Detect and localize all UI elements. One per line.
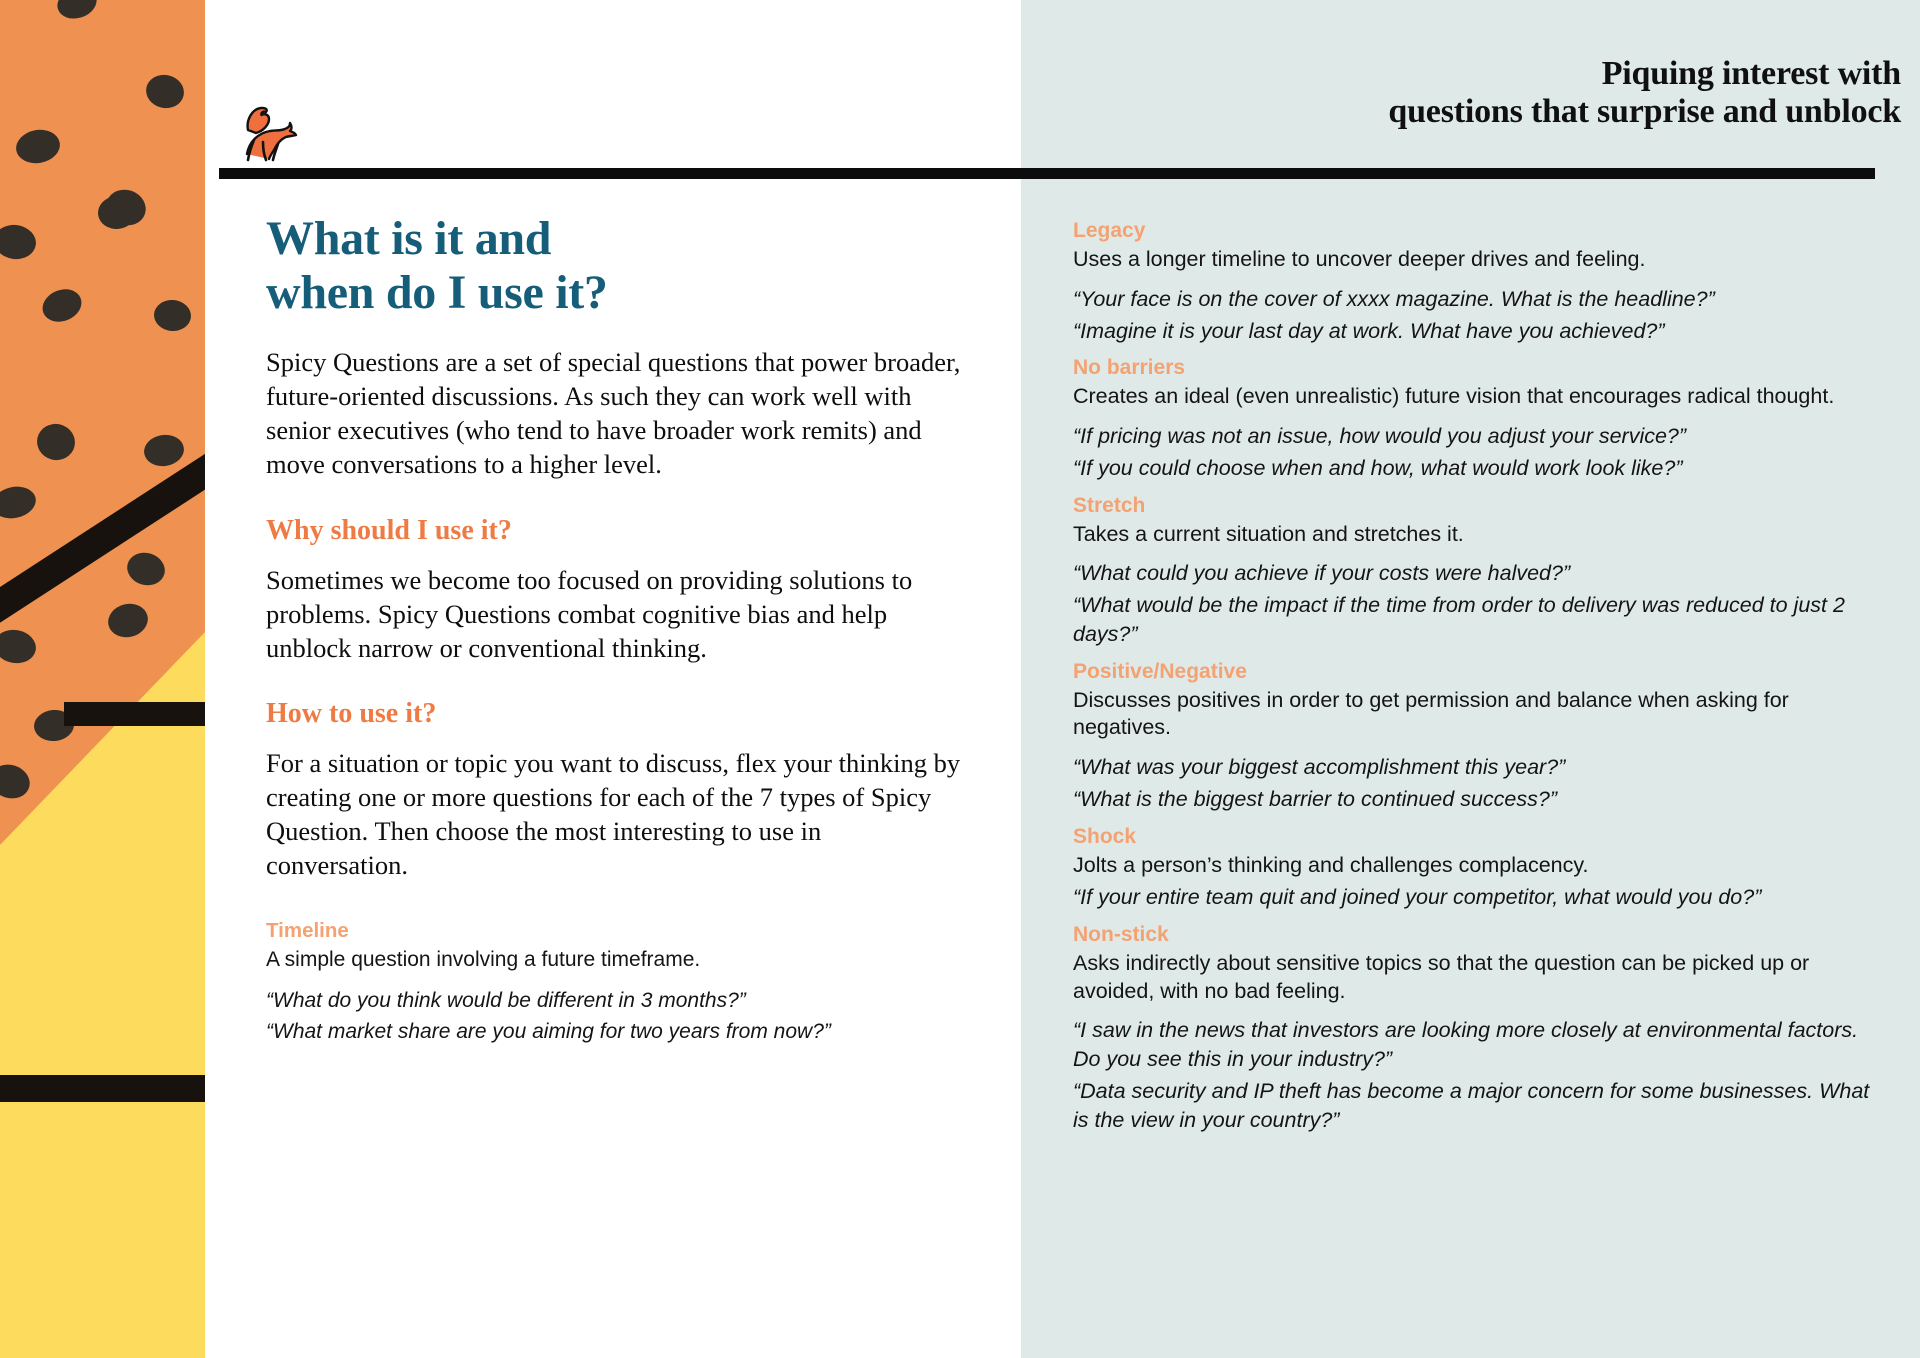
category-block-positive-negative [1073, 659, 1878, 814]
intro-paragraph: Spicy Questions are a set of special questions that power broader, future-oriented discussions. As such they can work well with senior executives (who tend to have broader work remits) and move conversations to a higher level. [266, 347, 961, 480]
category-title: Stretch [1073, 493, 1146, 517]
decorative-sidebar [0, 0, 205, 1358]
category-description: Uses a longer timeline to uncover deeper drives and feeling. [1073, 247, 1646, 272]
category-description: Jolts a person’s thinking and challenges complacency. [1073, 852, 1589, 877]
how-paragraph: For a situation or topic you want to discuss, flex your thinking by creating one or more questions for each of the 7 types of Spicy Question. Then choose the most interesting to use in conversation. [266, 748, 961, 880]
category-title: No barriers [1073, 356, 1186, 380]
category-question: “I saw in the news that investors are looking more closely at environmental factors. Do you see this in your industry?” [1073, 1018, 1859, 1072]
category-question: “Data security and IP theft has become a major concern for some businesses. What is the view in your country?” [1073, 1078, 1870, 1132]
category-description: Discusses positives in order to get permission and balance when asking for negatives. [1073, 687, 1789, 740]
category-question: “Imagine it is your last day at work. What have you achieved?” [1073, 318, 1665, 343]
page-title-line-2: when do I use it? [266, 266, 608, 320]
category-title: Timeline [266, 918, 349, 942]
category-description: Creates an ideal (even unrealistic) future vision that encourages radical thought. [1073, 384, 1835, 409]
category-question: “What would be the impact if the time from order to delivery was reduced to just 2 days?” [1073, 593, 1845, 646]
category-question: “What market share are you aiming for two years from now?” [266, 1020, 831, 1044]
header-divider-rule [219, 168, 1875, 179]
category-title: Shock [1073, 824, 1137, 848]
category-title: Non-stick [1073, 923, 1169, 946]
category-block-shock [1073, 824, 1878, 913]
category-question: “If you could choose when and how, what would work look like?” [1073, 455, 1683, 480]
category-block-no-barriers [1073, 355, 1878, 482]
page-header [1021, 55, 1901, 131]
category-block-non-stick [1073, 922, 1878, 1134]
category-block-timeline [266, 919, 966, 1047]
category-description: Asks indirectly about sensitive topics so that the question can be picked up or avoided, with no bad feeling. [1073, 951, 1810, 1003]
how-heading: How to use it? [266, 698, 437, 730]
category-question: “What do you think would be different in 3 months?” [266, 989, 746, 1013]
category-question: “What is the biggest barrier to continued success?” [1073, 786, 1557, 811]
decorative-stripe-upper [64, 702, 205, 726]
why-paragraph: Sometimes we become too focused on providing solutions to problems. Spicy Questions combat cognitive bias and help unblock narrow or conventional thinking. [266, 564, 913, 663]
fox-logo [232, 100, 308, 162]
left-content-column [266, 212, 966, 1049]
page-title-line-1: What is it and [266, 212, 552, 265]
category-description: Takes a current situation and stretches it. [1073, 521, 1464, 546]
category-question: “What was your biggest accomplishment this year?” [1073, 754, 1566, 779]
category-description: A simple question involving a future timeframe. [266, 948, 701, 972]
category-block-stretch [1073, 493, 1878, 649]
category-title: Positive/Negative [1073, 659, 1247, 683]
category-question: “Your face is on the cover of xxxx magazine. What is the headline?” [1073, 286, 1715, 311]
header-title-line-1: Piquing interest with [1601, 55, 1901, 92]
right-content-column [1073, 218, 1878, 1144]
header-title-line-2: questions that surprise and unblock [1388, 93, 1901, 131]
category-question: “If your entire team quit and joined your competitor, what would you do?” [1073, 885, 1762, 910]
category-title: Legacy [1073, 219, 1146, 242]
decorative-stripe-lower [0, 1075, 205, 1102]
why-heading: Why should I use it? [266, 515, 512, 547]
category-block-legacy [1073, 218, 1878, 345]
category-question: “What could you achieve if your costs were halved?” [1073, 561, 1571, 586]
category-question: “If pricing was not an issue, how would you adjust your service?” [1073, 424, 1687, 448]
page-title [266, 212, 966, 320]
